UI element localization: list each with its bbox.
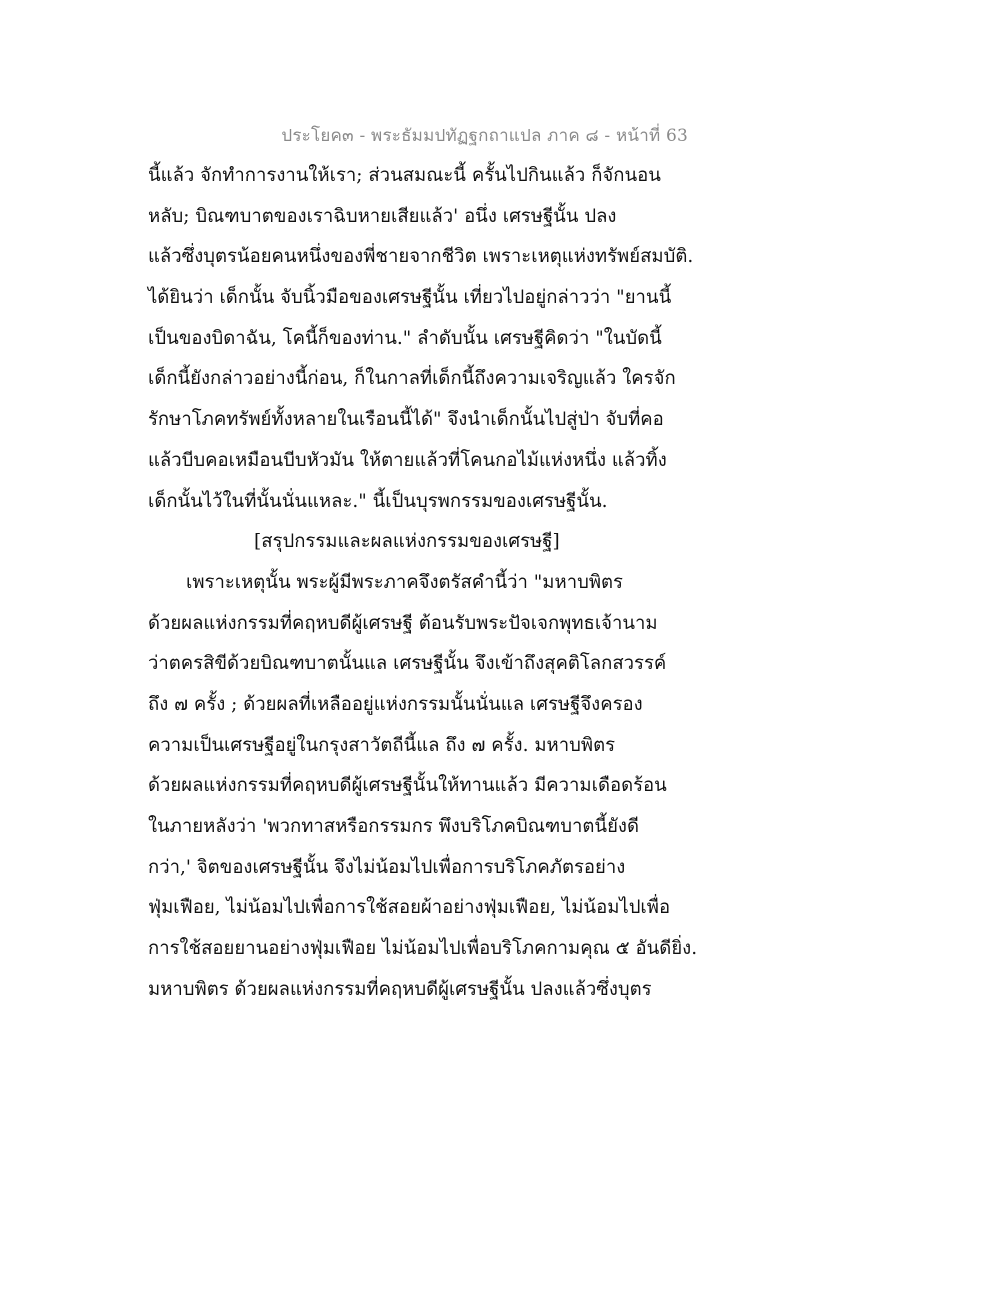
text-line: รักษาโภคทรัพย์ทั้งหลายในเรือนนี้ได้" จึงนำเด็กนั้นไปสู่ป่า จับที่คอ bbox=[148, 409, 664, 431]
text-line: ว่าตครสิขีด้วยบิณฑบาตนั้นแล เศรษฐีนั้น จึงเข้าถึงสุคติโลกสวรรค์ bbox=[148, 653, 667, 675]
text-line: เป็นของบิดาฉัน, โคนี้ก็ของท่าน." ลำดับนั้น เศรษฐีคิดว่า "ในบัดนี้ bbox=[148, 327, 662, 349]
text-line: นี้แล้ว จักทำการงานให้เรา; ส่วนสมณะนี้ ครั้นไปกินแล้ว ก็จักนอน bbox=[148, 165, 661, 186]
text-line: ฟุ่มเฟือย, ไม่น้อมไปเพื่อการใช้สอยผ้าอย่างฟุ่มเฟือย, ไม่น้อมไปเพื่อ bbox=[148, 897, 671, 919]
section-heading: [สรุปกรรมและผลแห่งกรรมของเศรษฐี] bbox=[254, 531, 560, 553]
running-header: ประโยค๓ - พระธัมมปทัฏฐกถาแปล ภาค ๘ - หน้าที่ 63 bbox=[281, 126, 688, 146]
text-line: เพราะเหตุนั้น พระผู้มีพระภาคจึงตรัสคำนี้ว่า "มหาบพิตร bbox=[186, 571, 623, 593]
text-line: เด็กนี้ยังกล่าวอย่างนี้ก่อน, ก็ในกาลที่เด็กนี้ถึงความเจริญแล้ว ใครจัก bbox=[148, 368, 676, 390]
text-line: ถึง ๗ ครั้ง ; ด้วยผลที่เหลืออยู่แห่งกรรมนั้นนั่นแล เศรษฐีจึงครอง bbox=[148, 693, 643, 715]
text-line: เด็กนั้นไว้ในที่นั้นนั่นแหละ." นี้เป็นบุรพกรรมของเศรษฐีนั้น. bbox=[148, 490, 608, 512]
text-line: ความเป็นเศรษฐีอยู่ในกรุงสาวัตถีนี้แล ถึง ๗ ครั้ง. มหาบพิตร bbox=[148, 734, 616, 756]
text-line: การใช้สอยยานอย่างฟุ่มเฟือย ไม่น้อมไปเพื่อบริโภคกามคุณ ๕ อันดียิ่ง. bbox=[148, 938, 698, 960]
text-line: ด้วยผลแห่งกรรมที่คฤหบดีผู้เศรษฐีนั้นให้ทานแล้ว มีความเดือดร้อน bbox=[148, 775, 667, 797]
text-line: หลับ; บิณฑบาตของเราฉิบหายเสียแล้ว' อนึ่ง เศรษฐีนั้น ปลง bbox=[148, 205, 617, 227]
text-line: ได้ยินว่า เด็กนั้น จับนิ้วมือของเศรษฐีนั้น เที่ยวไปอยู่กล่าวว่า "ยานนี้ bbox=[148, 287, 672, 309]
text-line: แล้วบีบคอเหมือนบีบหัวมัน ให้ตายแล้วที่โคนกอไม้แห่งหนึ่ง แล้วทิ้ง bbox=[148, 449, 667, 471]
text-line: กว่า,' จิตของเศรษฐีนั้น จึงไม่น้อมไปเพื่อการบริโภคภัตรอย่าง bbox=[148, 856, 626, 878]
text-line: ในภายหลังว่า 'พวกทาสหรือกรรมกร พึงบริโภคบิณฑบาตนี้ยังดี bbox=[148, 816, 639, 837]
body-text bbox=[148, 156, 718, 1010]
text-line: แล้วซึ่งบุตรน้อยคนหนึ่งของพี่ชายจากชีวิต เพราะเหตุแห่งทรัพย์สมบัติ. bbox=[148, 246, 694, 268]
text-line: ด้วยผลแห่งกรรมที่คฤหบดีผู้เศรษฐี ต้อนรับพระปัจเจกพุทธเจ้านาม bbox=[148, 612, 658, 634]
text-line: มหาบพิตร ด้วยผลแห่งกรรมที่คฤหบดีผู้เศรษฐีนั้น ปลงแล้วซึ่งบุตร bbox=[148, 978, 652, 1000]
